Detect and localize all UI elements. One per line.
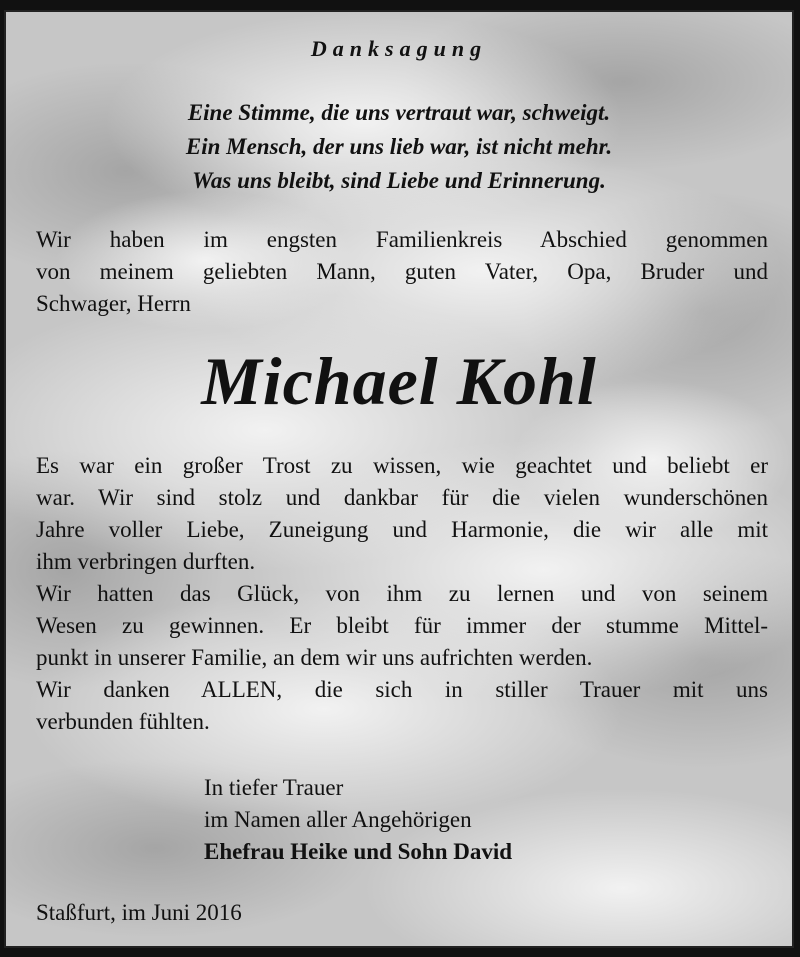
body-paragraph: [36, 450, 768, 738]
text-line: Schwager, Herrn: [36, 291, 191, 316]
text-line: von meinem geliebten Mann, guten Vater, Opa, Bruder und: [36, 259, 768, 284]
motto-line: Was uns bleibt, sind Liebe und Erinnerung.: [192, 168, 606, 193]
place-date: Staßfurt, im Juni 2016: [36, 900, 242, 925]
obituary-notice: [4, 10, 794, 948]
text-line: Wir hatten das Glück, von ihm zu lernen und von seinem: [36, 581, 768, 606]
text-line: Es war ein großer Trost zu wissen, wie geachtet und beliebt er: [36, 453, 768, 478]
text-line: war. Wir sind stolz und dankbar für die vielen wunderschönen: [36, 485, 768, 510]
motto-line: Eine Stimme, die uns vertraut war, schweigt.: [187, 100, 611, 125]
heading: Danksagung: [310, 36, 488, 61]
signature-line: im Namen aller Angehörigen: [204, 807, 472, 832]
text-line: ihm verbringen durften.: [36, 549, 256, 574]
text-line: Wir haben im engsten Familienkreis Abschied genommen: [36, 227, 768, 252]
signature-block: [204, 772, 512, 868]
signature-names: Ehefrau Heike und Sohn David: [204, 839, 513, 864]
motto: [6, 96, 792, 198]
text-line: Wesen zu gewinnen. Er bleibt für immer der stumme Mittel-: [36, 613, 768, 638]
motto-line: Ein Mensch, der uns lieb war, ist nicht mehr.: [185, 134, 613, 159]
intro-paragraph: [36, 224, 768, 320]
text-line: Jahre voller Liebe, Zuneigung und Harmonie, die wir alle mit: [36, 517, 768, 542]
deceased-name: Michael Kohl: [201, 343, 597, 419]
text-line: punkt in unserer Familie, an dem wir uns aufrichten werden.: [36, 645, 593, 670]
text-line: verbunden fühlten.: [36, 709, 210, 734]
text-line: Wir danken ALLEN, die sich in stiller Trauer mit uns: [36, 677, 768, 702]
signature-line: In tiefer Trauer: [204, 775, 344, 800]
